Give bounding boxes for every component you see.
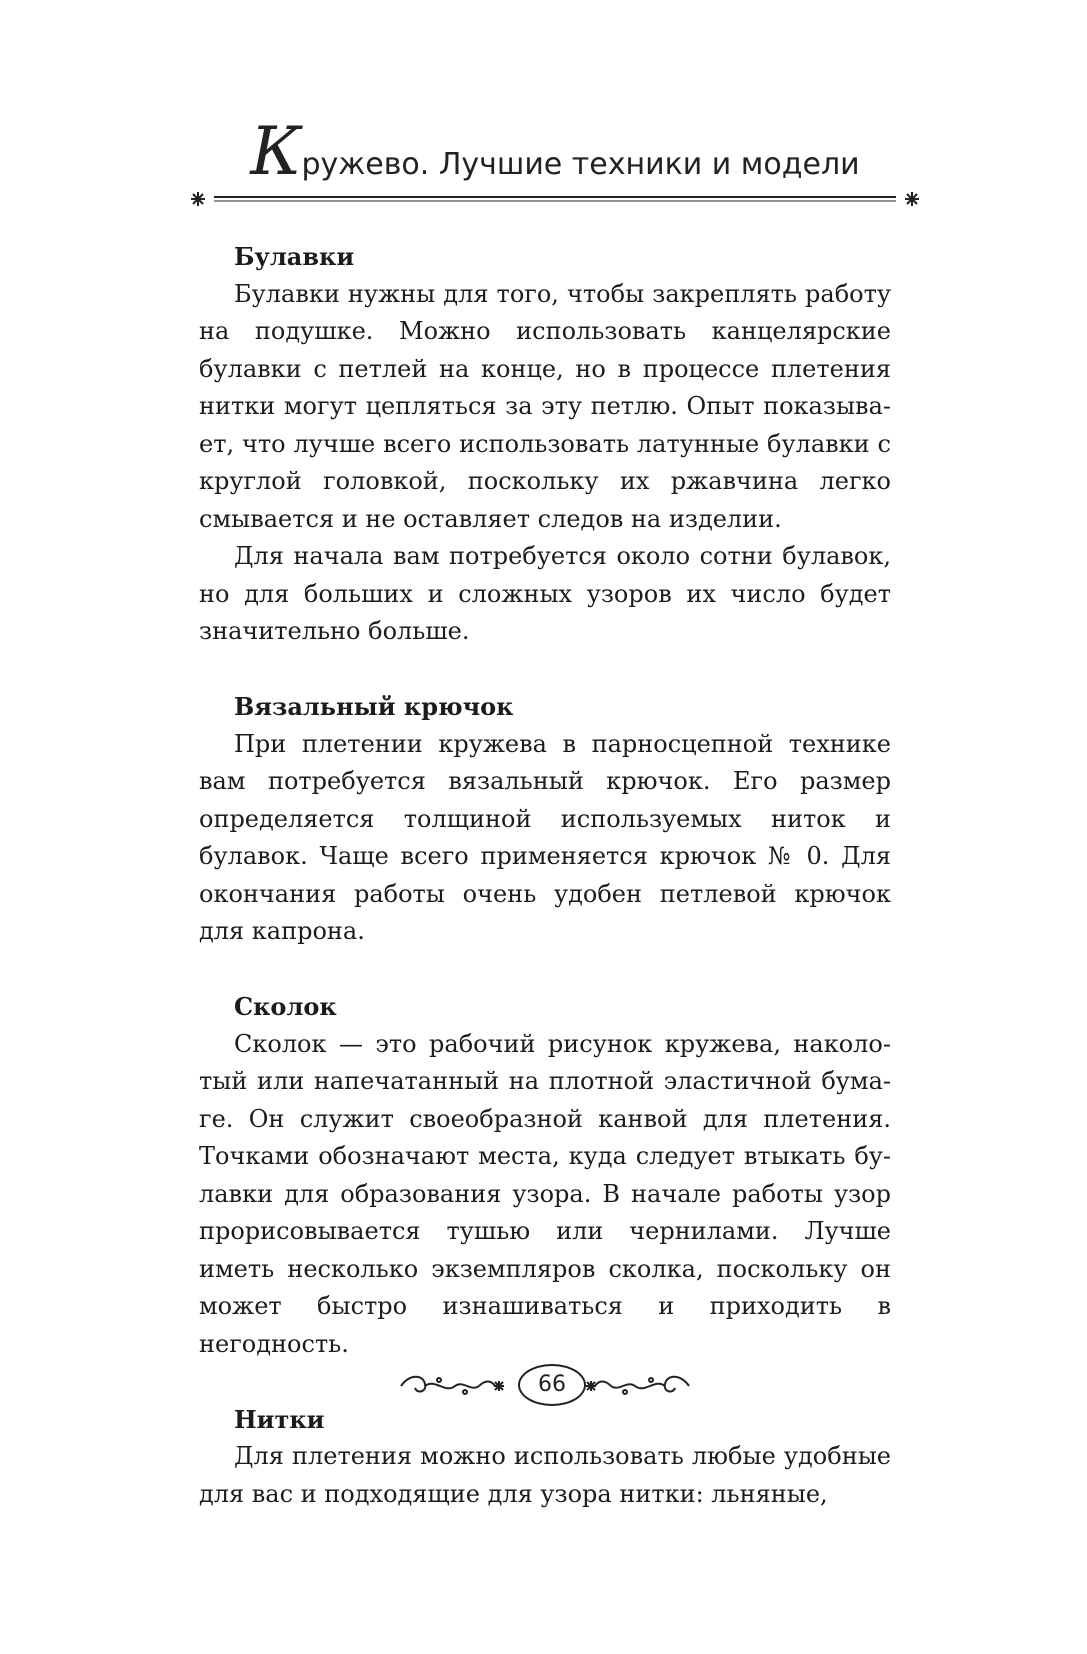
paragraph: Для начала вам потребуется около сотни булавок, но для больших и сложных узоров их число будет значительно больше. (199, 542, 891, 645)
right-flourish-icon (585, 1366, 695, 1406)
paragraph: При плетении кружева в парносцепной технике вам потребуется вязальный крючок. Его размер определяется толщиной используемых ниток и булавок. Чаще всего применяется крючок № 0. Для окончания работы очень удобен петлевой крючок для капрона. (199, 729, 891, 945)
running-header (190, 112, 920, 208)
right-star-icon (905, 192, 919, 206)
page-body (199, 238, 891, 1513)
header-divider (190, 192, 920, 206)
section-threads (199, 1401, 891, 1514)
title-initial: К (250, 113, 302, 190)
left-star-icon (191, 192, 205, 206)
section-heading: Сколок (234, 992, 337, 1021)
paragraph: Булавки нужны для того, чтобы закреплять работу на подушке. Можно использовать канцелярские булавки с петлей на конце, но в процессе плетения нитки могут цепляться за эту петлю. Опыт показывает, что лучше всего использовать латунные булавки с круглой головкой, поскольку их ржавчина легко смывается и не оставляет следов на изделии. (199, 279, 891, 533)
section-pricking (199, 988, 891, 1363)
left-flourish-icon (395, 1366, 505, 1406)
page-footer (395, 1358, 695, 1416)
paragraph: Для плетения можно использовать любые удобные для вас и подходящие для узора нитки: льняные, (199, 1442, 891, 1508)
paragraph: Сколок — это рабочий рисунок кружева, наколотый или напечатанный на плотной эластичной бумаге. Он служит своеобразной канвой для плетения. Точками обозначают места, куда следует втыкать булавки для образования узора. В начале работы узор прорисовывается тушью или чернилами. Лучше иметь несколько экземпляров сколка, поскольку он может быстро изнашиваться и приходить в негодность. (199, 1029, 891, 1358)
section-heading: Вязальный крючок (234, 692, 514, 721)
section-heading: Нитки (234, 1404, 325, 1434)
section-pins (199, 238, 891, 651)
section-crochet-hook (199, 688, 891, 951)
section-heading: Булавки (234, 242, 355, 271)
page-number: 66 (518, 1364, 586, 1406)
title-text: ружево. Лучшие техники и модели (301, 147, 860, 182)
